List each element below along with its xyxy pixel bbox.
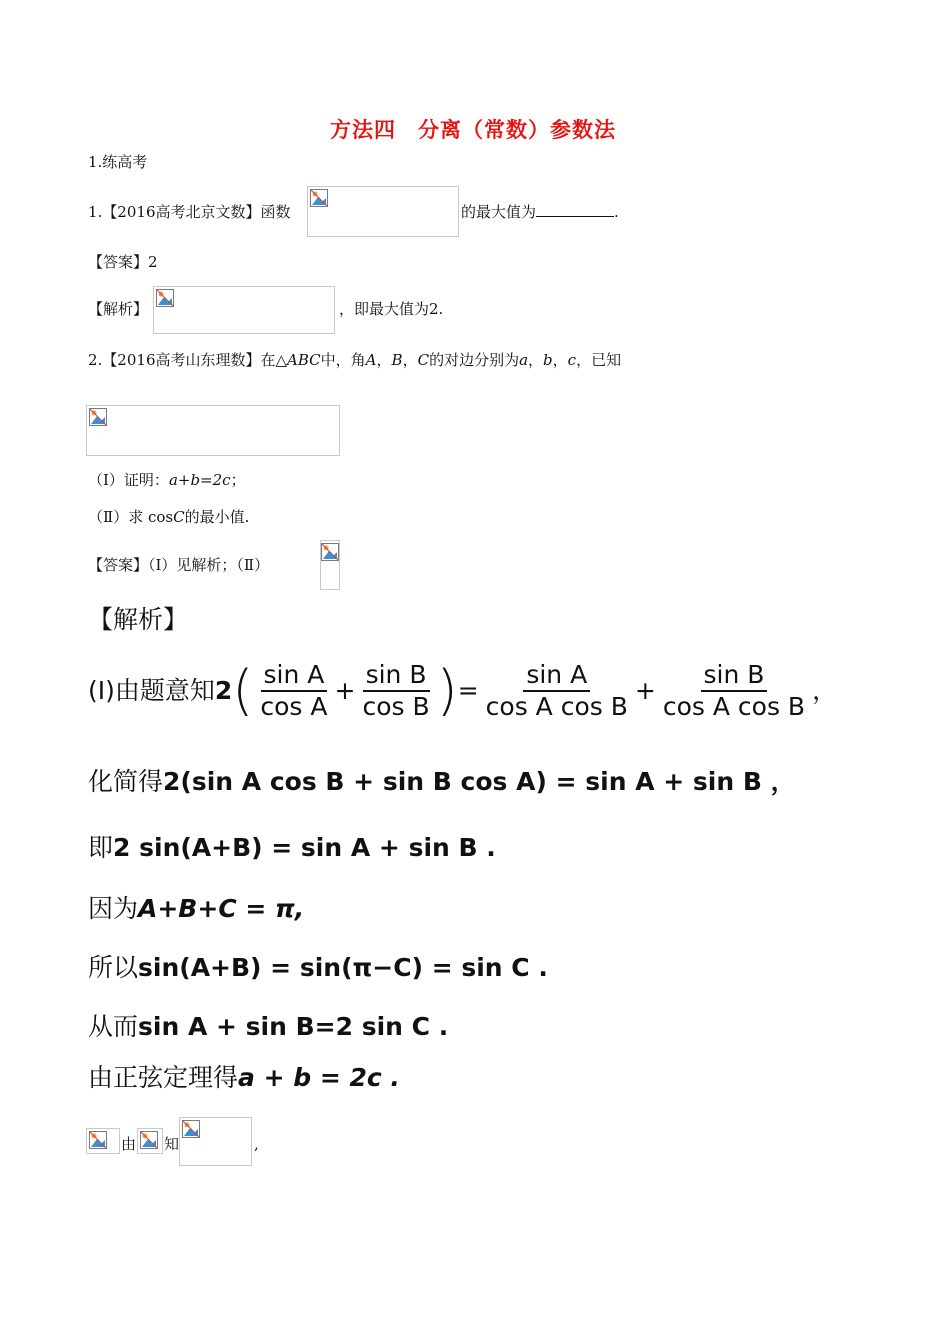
part-1-label: （Ⅰ）证明：: [88, 471, 169, 489]
plus-sign: +: [334, 676, 356, 705]
broken-image-icon: [89, 1131, 107, 1149]
q1-end: .: [614, 203, 619, 221]
broken-image-icon: [140, 1131, 158, 1149]
answer-2-formula-image: [320, 540, 340, 590]
broken-image-icon: [89, 408, 107, 426]
side-a: a: [519, 351, 529, 369]
explanation-1-formula-image: [153, 286, 335, 334]
broken-image-icon: [182, 1120, 200, 1138]
line-2-expr: 2(sin A cos B + sin B cos A) = sin A + sin B ，: [163, 767, 796, 796]
plus-sign: +: [634, 676, 656, 705]
frac-num: sin A: [261, 660, 328, 692]
part-1-end: ；: [230, 471, 246, 489]
sep: ，: [376, 351, 392, 369]
q1-formula-image: [307, 186, 459, 237]
frac-num: sin A: [523, 660, 590, 692]
broken-image-icon: [156, 289, 174, 307]
line-2-prefix: 化简得: [88, 767, 164, 796]
line-3-prefix: 即: [88, 833, 114, 862]
section-heading: 1.练高考: [88, 153, 148, 171]
q1-suffix-text: 的最大值为: [461, 203, 537, 221]
frac-num: sin B: [363, 660, 430, 692]
line-4-expr: A+B+C = π,: [138, 894, 305, 923]
answer-1: 【答案】2: [88, 253, 158, 271]
explanation-1-suffix: ，即最大值为2.: [339, 300, 444, 318]
q1-suffix: [461, 202, 619, 222]
solution-line-3: [88, 831, 496, 865]
angle-a: A: [365, 351, 377, 369]
sep: ，: [528, 351, 544, 369]
coef-two: 2: [214, 676, 233, 705]
line-1-prefix: (I)由题意知: [88, 676, 215, 705]
explanation-1-label: 【解析】: [88, 300, 149, 318]
solution-line-2: [88, 765, 796, 799]
answer-blank: [536, 202, 614, 217]
frac-den: cos A cos B: [662, 692, 806, 721]
last-zhi: 知: [164, 1135, 180, 1153]
line-4-prefix: 因为: [88, 894, 139, 923]
solution-heading: 【解析】: [88, 605, 189, 634]
line-7-prefix: 由正弦定理得: [88, 1063, 239, 1092]
frac-den: cos A: [260, 692, 328, 721]
q1-prefix: 1.【2016高考北京文数】函数: [88, 203, 291, 221]
side-c: c: [567, 351, 577, 369]
broken-image-icon: [321, 543, 339, 561]
last-you: 由: [121, 1135, 137, 1153]
angle-c: C: [417, 351, 430, 369]
solution-line-6: [88, 1010, 448, 1044]
fraction-3: [483, 660, 631, 722]
paren-open: (: [232, 659, 254, 722]
part-1-expr: a+b=2c: [168, 471, 231, 489]
angle-b: B: [391, 351, 403, 369]
equals-sign: =: [457, 676, 479, 705]
q2-text: [88, 350, 621, 370]
answer-2: 【答案】（Ⅰ）见解析；（Ⅱ）: [88, 556, 270, 574]
line-5-expr: sin(A+B) = sin(π−C) = sin C .: [138, 953, 548, 982]
comma: ，: [812, 676, 838, 705]
fraction-sina-cosa: [257, 660, 330, 722]
q2-text-2: 的对边分别为: [429, 351, 520, 369]
q2-text-3: ，已知: [576, 351, 622, 369]
line-6-expr: sin A + sin B=2 sin C .: [138, 1012, 449, 1041]
sep: ，: [402, 351, 418, 369]
triangle-name: ABC: [287, 351, 321, 369]
last-end: ,: [254, 1135, 259, 1153]
part-2-var: C: [173, 508, 185, 526]
part-2-label: （Ⅱ）求 cos: [88, 508, 174, 526]
frac-num: sin B: [701, 660, 768, 692]
line-7-expr: a + b = 2c .: [238, 1063, 400, 1092]
line-3-expr: 2 sin(A+B) = sin A + sin B .: [113, 833, 496, 862]
frac-den: cos B: [362, 692, 430, 721]
solution-line-5: [88, 951, 548, 985]
q2-text-1: 中，角: [320, 351, 366, 369]
last-formula-image-1: [86, 1128, 120, 1154]
q2-prefix: 2.【2016高考山东理数】在△: [88, 351, 288, 369]
side-b: b: [543, 351, 553, 369]
part-2-end: 的最小值.: [184, 508, 250, 526]
q2-part-2: [88, 507, 249, 527]
line-6-prefix: 从而: [88, 1012, 139, 1041]
solution-line-7: [88, 1061, 400, 1095]
sep: ，: [552, 351, 568, 369]
frac-den: cos A cos B: [485, 692, 628, 721]
last-formula-image-3: [179, 1117, 252, 1166]
solution-line-4: [88, 892, 304, 926]
last-formula-image-2: [137, 1128, 163, 1154]
q2-part-1: [88, 470, 246, 490]
fraction-sinb-cosb: [359, 660, 432, 722]
paren-close: ): [436, 659, 458, 722]
line-5-prefix: 所以: [88, 953, 139, 982]
solution-line-1: [88, 660, 837, 722]
broken-image-icon: [310, 189, 328, 207]
page-title: 方法四 分离（常数）参数法: [330, 117, 616, 142]
fraction-4: [660, 660, 808, 722]
q2-formula-image: [86, 405, 340, 456]
